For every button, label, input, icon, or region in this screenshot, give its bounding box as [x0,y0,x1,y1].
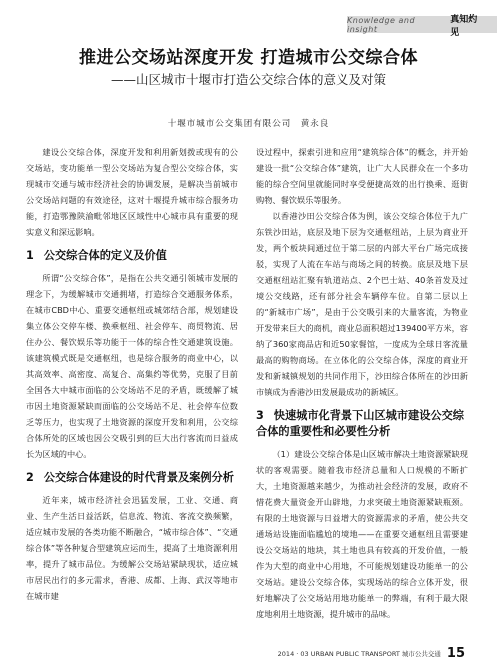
intro-paragraph: 建设公交综合体，深度开发和利用新划拨或现有的公交场站，变功能单一型公交场站为复合型公交综合体，实现城市交通与城市经济社会的协调发展，是解决当前城市公交场站问题的有效途径，这对十堰提升城市综合服务功能，打造鄂豫陕渝毗邻地区区域性中心城市具有重要的现实意义和深远影响。 [26,147,238,237]
body-paragraph: 所谓“公交综合体”，是指在公共交通引领城市发展的理念下，为缓解城市交通拥堵，打造综合交通服务体系，在城市CBD中心、重要交通枢纽或城郊结合部，规划建设集立体公交停车楼、换乘枢纽、社会停车、商贸物流、居住办公、餐饮娱乐等功能于一体的综合性交通建筑设施。该建筑模式既是交通枢纽，也是综合服务的商业中心，以其高效率、高密度、高复合、高集约等优势，克服了目前全国各大中城市面临的公交场站不足的矛盾，既缓解了城市因土地资源紧缺而面临的公交场站不足、社会停车位数乏等压力，也实现了土地资源的深度开发和利用，公交综合体所处的区域也因公交吸引到的巨大出行客流而日益成长为区域的中心。 [26,273,238,459]
body-paragraph: （1）建设公交综合体是山区城市解决土地资源紧缺现状的客观需要。随着我市经济总量和人口规模的不断扩大，土地资源越来越少，为推动社会经济的发展，政府不惜花费大量资金开山辟地，力求突破土地资源紧缺瓶颈。有限的土地资源与日益增大的资源需求的矛盾，使公共交通场站设施面临尴尬的境地——在重要交通枢纽且需要建设公交场站的地块，其土地也具有较高的开发价值，一般作为大型的商业中心用地，不可能规划建设功能单一的公交场站。建设公交综合体，实现场站的综合立体开发，很好地解决了公交场站用地功能单一的弊端，有利于最大限度地利用土地资源，提升城市的品味。 [256,449,468,619]
section-number: 2 [26,471,34,484]
section-heading-2 [26,470,238,486]
body-paragraph: 以香港沙田公交综合体为例，该公交综合体位于九广东铁沙田站，底层及地下层为交通枢纽站，上层为商业开发，两个板块间通过位于第二层的内部大平台广场完成接驳，实现了人流在车站与商场之间的转换。底层及地下层交通枢纽站汇聚有轨道站点、2个巴士站、40条首发及过境公交线路，还有部分社会车辆停车位。自第二层以上的“新城市广场”，是由于公交吸引来的大量客流，为物业开发带来巨大的商机，商业总面积超过139400平方米，容纳了360家商品店和近50家餐馆，一度成为全球日客流量最高的购物商场。在立体化的公交综合体，深度的商业开发和新城镇规划的共同作用下，沙田综合体所在的沙田新市镇成为香港沙田发展最成功的新城区。 [256,211,468,397]
section-number: 3 [256,409,264,422]
body-paragraph: 设过程中，探索引进和应用“建筑综合体”的概念，并开始建设一批“公交综合体”建筑，让广大人民群众在一个多功能的综合空间里就能同时享受便捷高效的出行换乘、逛街购物、餐饮娱乐等服务。 [256,147,468,205]
section-heading-1 [26,248,238,264]
page-footer [278,646,465,661]
article-subtitle: ——山区城市十堰市打造公交综合体的意义及对策 [110,72,386,87]
author-byline: 十堰市城市公交集团有限公司 黄永良 [167,119,330,129]
page-number: 15 [446,646,465,661]
left-column [26,144,238,604]
journal-issue: 2014 · 03 URBAN PUBLIC TRANSPORT 城市公共交通 [277,650,441,658]
body-paragraph: 近年来，城市经济社会迅猛发展，工业、交通、商业、生产生活日益活跃，信息流、物流、客流交换频繁，适应城市发展的各类功能不断融合，“城市综合体”、“交通综合体”等各种复合型建筑应运而生，提高了土地资源利用率，提升了城市品位。为缓解公交场站紧缺现状，适应城市居民出行的多元需求，香港、成都、上海、武汉等地市在城市建 [26,495,238,601]
section-heading-3 [256,408,468,440]
right-column [256,144,468,622]
section-tag [347,14,497,38]
article-title: 推进公交场站深度开发 打造城市公交综合体 [79,48,418,68]
section-title: 公交综合体的定义及价值 [43,249,167,262]
section-number: 1 [26,249,34,262]
section-title: 公交综合体建设的时代背景及案例分析 [43,471,234,484]
section-tag-english: Knowledge and insight [347,15,416,34]
section-tag-chinese: 真知灼见 [450,14,478,38]
section-title: 快速城市化背景下山区城市建设公交综合体的重要性和必要性分析 [256,409,464,438]
